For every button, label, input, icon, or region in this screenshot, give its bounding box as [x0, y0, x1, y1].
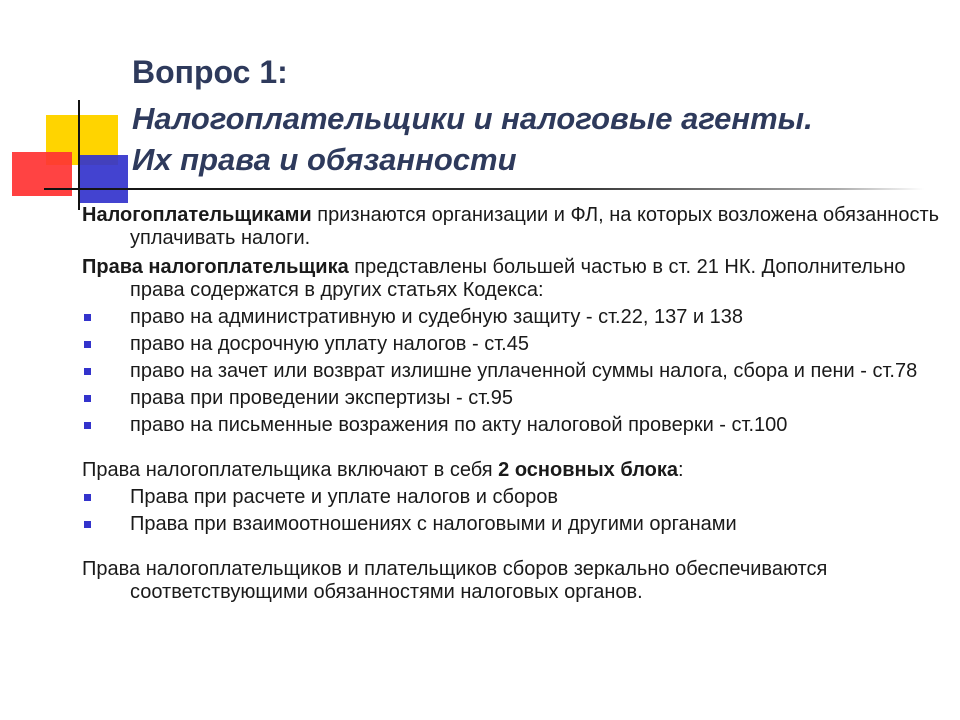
- slide-title: [132, 52, 932, 180]
- list-item: [82, 360, 942, 383]
- definition-paragraph: [82, 204, 942, 250]
- square-bullet-icon: [84, 395, 91, 402]
- list-item: [82, 414, 942, 437]
- list-item: [82, 306, 942, 329]
- blue-square: [78, 155, 128, 203]
- blocks-intro-colon: :: [678, 459, 684, 481]
- square-bullet-icon: [84, 521, 91, 528]
- list-item: [82, 513, 942, 536]
- rights-list: [82, 306, 942, 437]
- blocks-intro-paragraph: [82, 459, 942, 482]
- list-item-text: Права при расчете и уплате налогов и сборов: [130, 486, 558, 508]
- list-item: [82, 333, 942, 356]
- vertical-rule: [78, 100, 80, 210]
- square-bullet-icon: [84, 341, 91, 348]
- list-item: [82, 387, 942, 410]
- rights-term: Права налогоплательщика: [82, 256, 349, 278]
- rights-intro-paragraph: [82, 256, 942, 302]
- square-bullet-icon: [84, 314, 91, 321]
- list-item-text: право на досрочную уплату налогов - ст.45: [130, 333, 529, 355]
- list-item-text: право на административную и судебную защиту - ст.22, 137 и 138: [130, 306, 743, 328]
- list-item-text: право на письменные возражения по акту налоговой проверки - ст.100: [130, 414, 788, 436]
- blocks-intro-text: Права налогоплательщика включают в себя: [82, 459, 499, 481]
- title-subtopic: Их права и обязанности: [132, 142, 517, 177]
- list-item: [82, 486, 942, 509]
- list-item-text: право на зачет или возврат излишне уплаченной суммы налога, сбора и пени - ст.78: [130, 360, 918, 382]
- definition-text: признаются организации и ФЛ, на которых возложена обязанность уплачивать налоги.: [130, 204, 940, 249]
- list-item-text: права при проведении экспертизы - ст.95: [130, 387, 513, 409]
- blocks-term: 2 основных блока: [498, 459, 679, 481]
- horizontal-rule: [44, 188, 924, 190]
- rights-intro-text: представлены большей частью в ст. 21 НК. Дополнительно права содержатся в других статьях Кодекса:: [130, 256, 906, 301]
- blocks-list: [82, 486, 942, 536]
- square-bullet-icon: [84, 494, 91, 501]
- slide-body: [82, 204, 942, 604]
- list-item-text: Права при взаимоотношениях с налоговыми и другими органами: [130, 513, 737, 535]
- definition-term: Налогоплательщиками: [82, 204, 312, 226]
- title-topic: Налогоплательщики и налоговые агенты.: [132, 101, 813, 136]
- square-bullet-icon: [84, 422, 91, 429]
- square-bullet-icon: [84, 368, 91, 375]
- conclusion-paragraph: Права налогоплательщиков и плательщиков сборов зеркально обеспечиваются соответствующими обязанностями налоговых органов.: [82, 558, 828, 603]
- title-question: Вопрос 1:: [132, 54, 288, 90]
